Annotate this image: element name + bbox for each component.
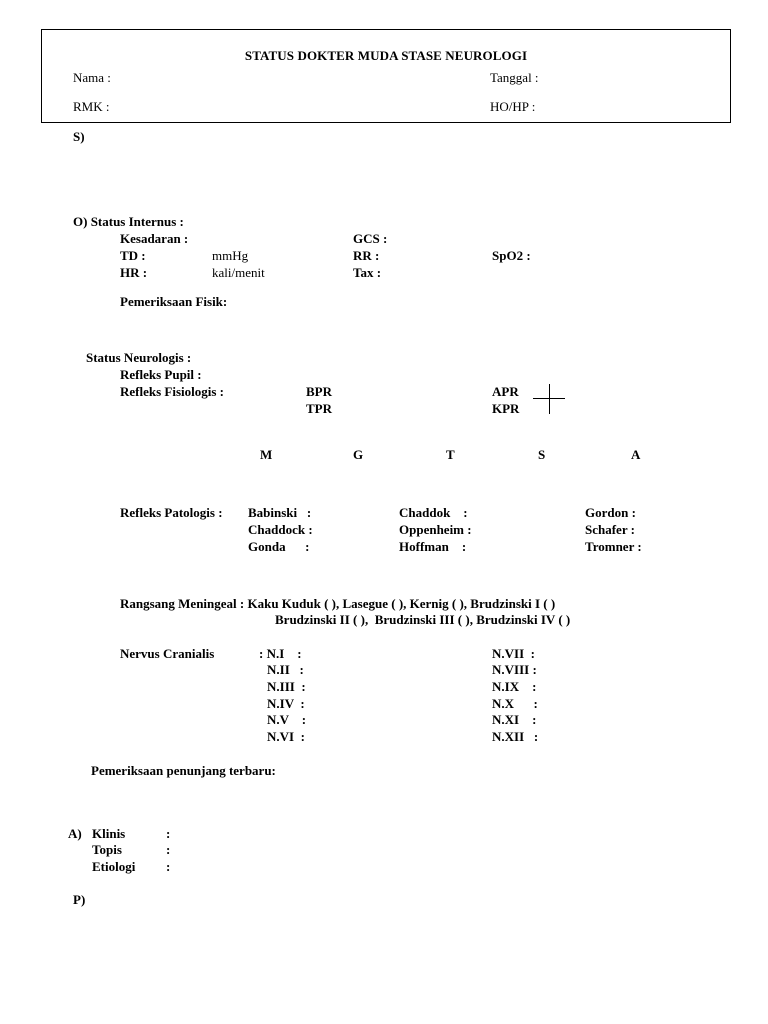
pat-oppenheim: Oppenheim : [399,522,472,537]
penunjang-label: Pemeriksaan penunjang terbaru: [91,763,276,778]
status-internus-label: O) Status Internus : [73,214,184,229]
nervus-n4: N.IV : [267,696,305,711]
nervus-n6: N.VI : [267,729,305,744]
pat-tromner: Tromner : [585,539,642,554]
assessment-klinis-colon: : [166,826,171,841]
meningeal-line-2: Brudzinski II ( ), Brudzinski III ( ), Brudzinski IV ( ) [275,612,571,627]
nervus-n7: N.VII : [492,646,535,661]
hr-unit: kali/menit [212,265,265,280]
status-neurologis-label: Status Neurologis : [86,350,192,365]
motor-col-s: S [538,447,546,462]
nervus-n8: N.VIII : [492,662,537,677]
form-title: STATUS DOKTER MUDA STASE NEUROLOGI [244,48,528,63]
nervus-n12: N.XII : [492,729,539,744]
assessment-topis: Topis [92,842,122,857]
td-label: TD : [120,248,146,263]
nervus-n1: : N.I : [259,646,302,661]
plan-label: P) [73,892,86,907]
kpr-label: KPR [492,401,520,416]
refleks-fisiologis-label: Refleks Fisiologis : [120,384,224,399]
assessment-topis-colon: : [166,842,171,857]
header-box [41,29,731,123]
tanggal-label: Tanggal : [490,70,539,85]
motor-col-t: T [446,447,455,462]
assessment-label: A) [68,826,82,841]
pat-chaddock: Chaddock : [248,522,313,537]
assessment-klinis: Klinis [92,826,126,841]
refleks-pupil-label: Refleks Pupil : [120,367,202,382]
nervus-n11: N.XI : [492,712,537,727]
nervus-cranialis-label: Nervus Cranialis [120,646,215,661]
apr-label: APR [492,384,519,399]
pat-hoffman: Hoffman : [399,539,467,554]
meningeal-line-1: Rangsang Meningeal : Kaku Kuduk ( ), Lasegue ( ), Kernig ( ), Brudzinski I ( ) [120,596,556,611]
assessment-etiologi-colon: : [166,859,171,874]
rmk-label: RMK : [73,99,110,114]
hr-label: HR : [120,265,148,280]
subjective-label: S) [73,129,85,144]
motor-col-a: A [631,447,641,462]
nervus-n9: N.IX : [492,679,537,694]
nervus-n5: N.V : [267,712,307,727]
reflex-cross-vertical [549,384,550,414]
pat-gordon: Gordon : [585,505,636,520]
refleks-patologis-label: Refleks Patologis : [120,505,223,520]
pat-chaddok: Chaddok : [399,505,468,520]
kesadaran-label: Kesadaran : [120,231,189,246]
nama-label: Nama : [73,70,111,85]
assessment-etiologi: Etiologi [92,859,136,874]
pemeriksaan-fisik-label: Pemeriksaan Fisik: [120,294,228,309]
motor-col-g: G [353,447,364,462]
nervus-n2: N.II : [267,662,304,677]
rr-label: RR : [353,248,380,263]
nervus-n3: N.III : [267,679,306,694]
td-unit: mmHg [212,248,249,263]
nervus-n10: N.X : [492,696,538,711]
tpr-label: TPR [306,401,332,416]
bpr-label: BPR [306,384,332,399]
tax-label: Tax : [353,265,382,280]
pat-schafer: Schafer : [585,522,635,537]
motor-col-m: M [260,447,273,462]
hohp-label: HO/HP : [490,99,536,114]
pat-gonda: Gonda : [248,539,310,554]
gcs-label: GCS : [353,231,388,246]
spo2-label: SpO2 : [492,248,531,263]
pat-babinski: Babinski : [248,505,312,520]
